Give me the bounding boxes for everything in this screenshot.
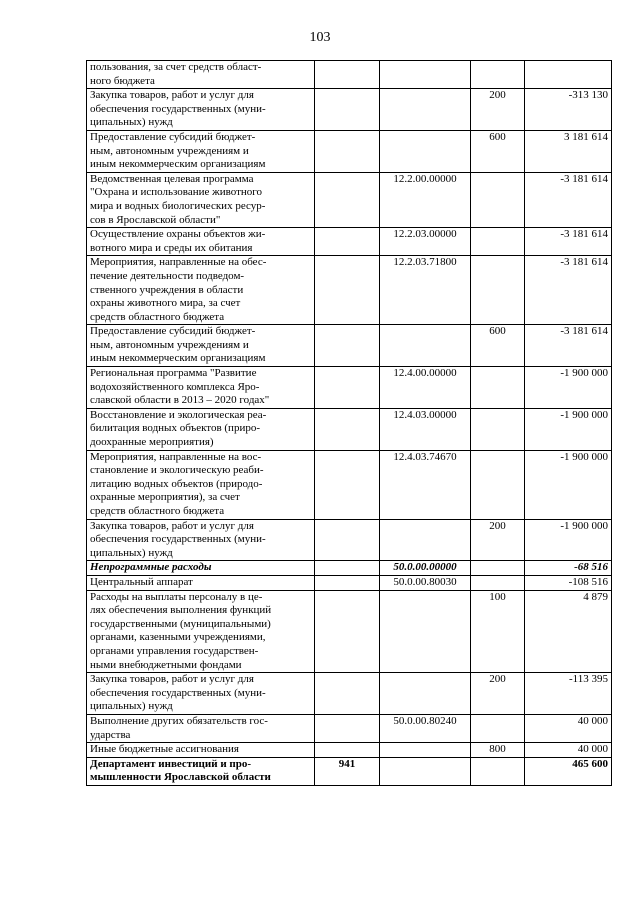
row-target-code-cell: 50.0.00.80240 [380,714,471,742]
row-expense-type-cell: 200 [471,89,525,131]
row-amount-cell: -3 181 614 [525,228,612,256]
row-name-cell: пользования, за счет средств област- ного бюджета [87,61,315,89]
table-row [87,519,612,561]
row-expense-type-cell [471,256,525,325]
row-amount-cell: 465 600 [525,757,612,785]
row-department-cell [315,325,380,367]
row-department-cell [315,367,380,409]
row-name-cell: Осуществление охраны объектов жи- вотного мира и среды их обитания [87,228,315,256]
row-target-code-cell [380,757,471,785]
table-row [87,325,612,367]
row-expense-type-cell [471,172,525,227]
row-target-code-cell [380,130,471,172]
row-target-code-cell: 50.0.00.80030 [380,575,471,590]
row-expense-type-cell: 600 [471,325,525,367]
row-department-cell [315,408,380,450]
table-row [87,130,612,172]
row-target-code-cell: 12.2.03.71800 [380,256,471,325]
row-department-cell [315,130,380,172]
row-department-cell: 941 [315,757,380,785]
row-name-cell: Выполнение других обязательств гос- ударства [87,714,315,742]
row-expense-type-cell: 200 [471,519,525,561]
row-amount-cell: 3 181 614 [525,130,612,172]
table-row [87,561,612,576]
row-name-cell: Расходы на выплаты персоналу в це- лях обеспечения выполнения функций государственными (муниципальными) органами, казенными учреждениями, органами управления государствен- ными внебюджетными фондами [87,590,315,673]
row-department-cell [315,519,380,561]
table-row [87,590,612,673]
row-name-cell: Мероприятия, направленные на вос- становление и экологическую реаби- литацию водных объектов (природо- охранные мероприятия), за счет средств областного бюджета [87,450,315,519]
table-row [87,673,612,715]
row-expense-type-cell [471,450,525,519]
row-amount-cell: -313 130 [525,89,612,131]
table-row [87,714,612,742]
table-row [87,89,612,131]
row-department-cell [315,561,380,576]
row-name-cell: Региональная программа "Развитие водохозяйственного комплекса Яро- славской области в 2013 – 2020 годах" [87,367,315,409]
row-expense-type-cell [471,367,525,409]
row-expense-type-cell: 800 [471,743,525,758]
row-target-code-cell: 12.2.03.00000 [380,228,471,256]
row-amount-cell: -3 181 614 [525,325,612,367]
row-amount-cell: -113 395 [525,673,612,715]
row-department-cell [315,228,380,256]
row-amount-cell: 40 000 [525,714,612,742]
row-amount-cell: -68 516 [525,561,612,576]
row-expense-type-cell [471,757,525,785]
row-amount-cell: -1 900 000 [525,408,612,450]
row-department-cell [315,575,380,590]
table-row [87,367,612,409]
row-target-code-cell: 12.4.03.00000 [380,408,471,450]
row-amount-cell: 4 879 [525,590,612,673]
row-department-cell [315,450,380,519]
row-target-code-cell [380,519,471,561]
row-name-cell: Иные бюджетные ассигнования [87,743,315,758]
row-name-cell: Закупка товаров, работ и услуг для обеспечения государственных (муни- ципальных) нужд [87,519,315,561]
row-department-cell [315,590,380,673]
table-row [87,575,612,590]
table-row [87,61,612,89]
row-name-cell: Восстановление и экологическая реа- билитация водных объектов (приро- доохранные мероприятия) [87,408,315,450]
table-row [87,450,612,519]
table-row [87,757,612,785]
table-row [87,743,612,758]
row-name-cell: Ведомственная целевая программа "Охрана и использование животного мира и водных биологических ресур- сов в Ярославской области" [87,172,315,227]
row-name-cell: Непрограммные расходы [87,561,315,576]
row-name-cell: Мероприятия, направленные на обес- печение деятельности подведом- ственного учреждения в области охраны животного мира, за счет средств областного бюджета [87,256,315,325]
row-expense-type-cell: 600 [471,130,525,172]
row-amount-cell: 40 000 [525,743,612,758]
row-name-cell: Центральный аппарат [87,575,315,590]
row-amount-cell: -108 516 [525,575,612,590]
row-department-cell [315,89,380,131]
row-name-cell: Предоставление субсидий бюджет- ным, автономным учреждениям и иным некоммерческим организациям [87,325,315,367]
row-amount-cell: -1 900 000 [525,450,612,519]
row-name-cell: Предоставление субсидий бюджет- ным, автономным учреждениям и иным некоммерческим организациям [87,130,315,172]
row-department-cell [315,673,380,715]
row-name-cell: Департамент инвестиций и про- мышленности Ярославской области [87,757,315,785]
row-target-code-cell [380,590,471,673]
row-expense-type-cell [471,228,525,256]
row-target-code-cell [380,89,471,131]
row-target-code-cell [380,673,471,715]
row-department-cell [315,172,380,227]
row-expense-type-cell [471,575,525,590]
row-target-code-cell: 12.4.03.74670 [380,450,471,519]
budget-table-body [87,61,612,786]
row-department-cell [315,743,380,758]
row-target-code-cell [380,61,471,89]
table-row [87,256,612,325]
row-department-cell [315,714,380,742]
row-amount-cell [525,61,612,89]
row-target-code-cell: 50.0.00.00000 [380,561,471,576]
row-expense-type-cell: 100 [471,590,525,673]
row-name-cell: Закупка товаров, работ и услуг для обеспечения государственных (муни- ципальных) нужд [87,89,315,131]
row-expense-type-cell [471,61,525,89]
row-expense-type-cell [471,561,525,576]
row-amount-cell: -3 181 614 [525,172,612,227]
row-target-code-cell [380,325,471,367]
row-expense-type-cell: 200 [471,673,525,715]
table-row [87,228,612,256]
page-number: 103 [309,30,331,45]
row-amount-cell: -3 181 614 [525,256,612,325]
row-target-code-cell: 12.2.00.00000 [380,172,471,227]
row-amount-cell: -1 900 000 [525,519,612,561]
row-name-cell: Закупка товаров, работ и услуг для обеспечения государственных (муни- ципальных) нужд [87,673,315,715]
row-expense-type-cell [471,714,525,742]
table-row [87,172,612,227]
table-row [87,408,612,450]
row-department-cell [315,256,380,325]
row-amount-cell: -1 900 000 [525,367,612,409]
row-target-code-cell: 12.4.00.00000 [380,367,471,409]
row-expense-type-cell [471,408,525,450]
budget-table [86,60,612,786]
row-department-cell [315,61,380,89]
row-target-code-cell [380,743,471,758]
